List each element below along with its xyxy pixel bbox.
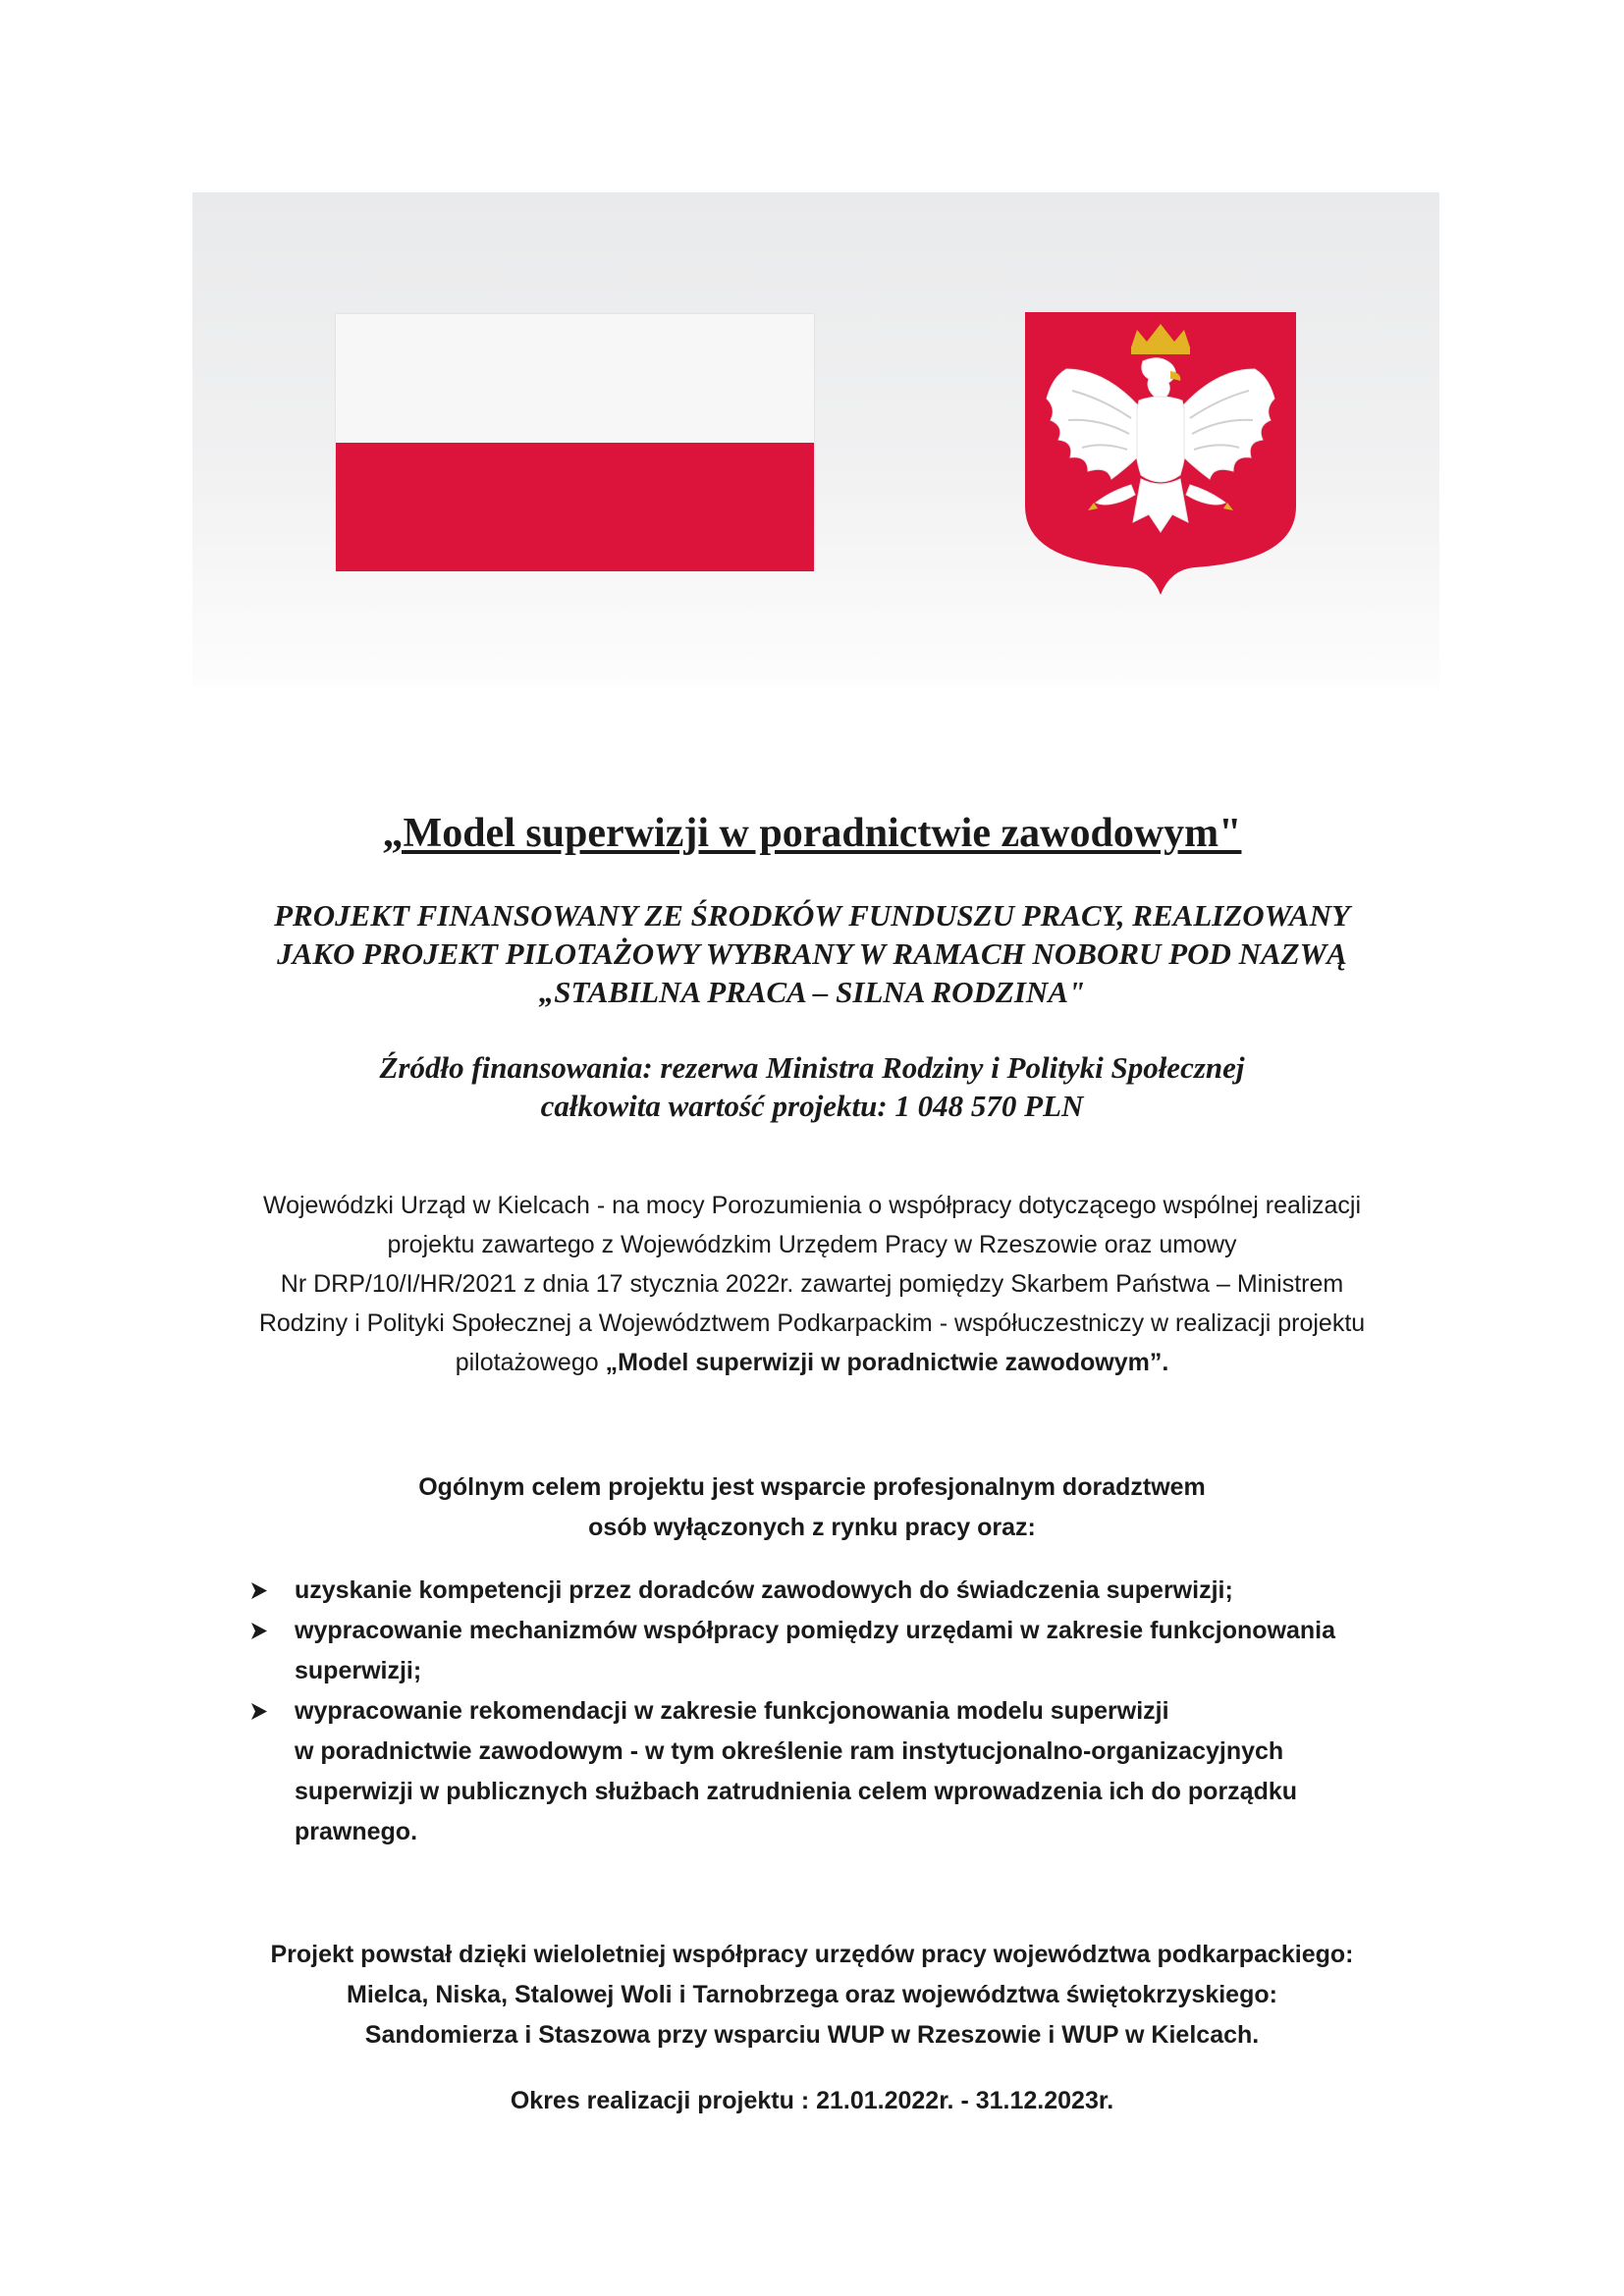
agreement-line [0, 1343, 1624, 1382]
funding-source [0, 1048, 1624, 1125]
list-item-line: prawnego. [295, 1818, 418, 1845]
origin-line: Projekt powstał dzięki wieloletniej współpracy urzędów pracy województwa podkarpackiego: [270, 1941, 1354, 1968]
list-item-line: w poradnictwie zawodowym - w tym określenie ram instytucjonalno-organizacyjnych [295, 1737, 1284, 1765]
goal-list [245, 1571, 1443, 1852]
polish-flag-icon [336, 314, 814, 571]
arrow-bullet-icon [245, 1571, 273, 1611]
list-item [245, 1611, 1443, 1691]
project-title: „Model superwizji w poradnictwie zawodowym" [382, 811, 1242, 856]
arrow-bullet-icon [245, 1611, 273, 1651]
origin-line: Sandomierza i Staszowa przy wsparciu WUP w Rzeszowie i WUP w Kielcach. [364, 2021, 1260, 2049]
list-item [245, 1571, 1443, 1611]
goal-heading [0, 1468, 1624, 1548]
funding-line: „STABILNA PRACA – SILNA RODZINA" [538, 975, 1086, 1009]
project-value-line: całkowita wartość projektu: 1 048 570 PLN [540, 1089, 1084, 1123]
goal-line: Ogólnym celem projektu jest wsparcie profesjonalnym doradztwem [418, 1473, 1206, 1501]
polish-coat-of-arms-icon [1023, 310, 1298, 595]
agreement-line: Nr DRP/10/I/HR/2021 z dnia 17 stycznia 2022r. zawartej pomiędzy Skarbem Państwa – Ministrem [280, 1270, 1344, 1298]
agreement-line: Wojewódzki Urząd w Kielcach - na mocy Porozumienia o współpracy dotyczącego wspólnej realizacji [262, 1192, 1362, 1219]
list-item-line: superwizji; [295, 1657, 422, 1684]
arrow-bullet-icon [245, 1691, 273, 1732]
goal-line: osób wyłączonych z rynku pracy oraz: [588, 1514, 1036, 1541]
funding-source-line: Źródło finansowania: rezerwa Ministra Rodziny i Polityki Społecznej [379, 1050, 1245, 1085]
list-item-line: superwizji w publicznych służbach zatrudnienia celem wprowadzenia ich do porządku [295, 1778, 1298, 1805]
agreement-last-prefix: pilotażowego [455, 1349, 606, 1376]
funding-statement [0, 896, 1624, 1011]
agreement-line: projektu zawartego z Wojewódzkim Urzędem Pracy w Rzeszowie oraz umowy [387, 1231, 1237, 1258]
header-banner [192, 192, 1439, 688]
funding-line: JAKO PROJEKT PILOTAŻOWY WYBRANY W RAMACH NOBORU POD NAZWĄ [277, 936, 1347, 971]
list-item-line: wypracowanie rekomendacji w zakresie funkcjonowania modelu superwizji [295, 1697, 1169, 1725]
agreement-project-name: „Model superwizji w poradnictwie zawodowym”. [605, 1349, 1169, 1376]
list-item-line: wypracowanie mechanizmów współpracy pomiędzy urzędami w zakresie funkcjonowania [295, 1617, 1336, 1644]
funding-line: PROJEKT FINANSOWANY ZE ŚRODKÓW FUNDUSZU PRACY, REALIZOWANY [274, 898, 1350, 933]
origin-line: Mielca, Niska, Stalowej Woli i Tarnobrzega oraz województwa świętokrzyskiego: [347, 1981, 1277, 2008]
agreement-paragraph [0, 1186, 1624, 1382]
list-item-line: uzyskanie kompetencji przez doradców zawodowych do świadczenia superwizji; [295, 1576, 1233, 1604]
agreement-line: Rodziny i Polityki Społecznej a Województwem Podkarpackim - współuczestniczy w realizacji projektu [258, 1309, 1366, 1337]
project-period: Okres realizacji projektu : 21.01.2022r. - 31.12.2023r. [510, 2087, 1114, 2114]
project-origin [0, 1935, 1624, 2056]
list-item [245, 1691, 1443, 1852]
